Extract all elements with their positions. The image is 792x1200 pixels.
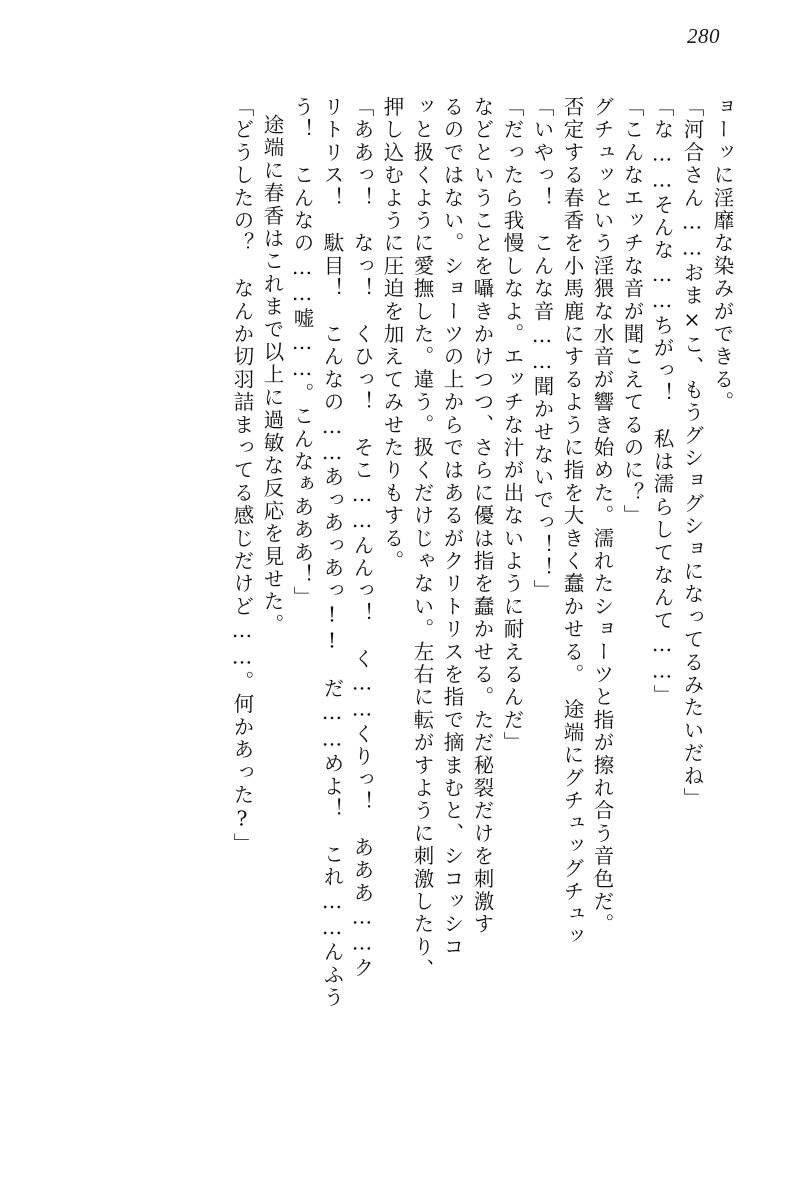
text-column: リトリス！ 駄目！ こんなの……あっあっあっ!! だ……めよ！ これ……んふう — [320, 96, 344, 1010]
text-column: 「だったら我慢しなよ。エッチな汁が出ないように耐えるんだ」 — [500, 96, 524, 755]
text-column: う！ こんなの……嘘……。こんなぁあああ！」 — [290, 96, 314, 610]
text-column: 途端に春香はこれまで以上に過敏な反応を見せた。 — [260, 114, 284, 637]
text-column: 「いやっ！ こんな音……聞かせないでっ！！」 — [530, 96, 554, 603]
text-column: グチュッという淫猥な水音が響き始めた。濡れたショーツと指が擦れ合う音色だ。 — [590, 96, 614, 936]
text-column: 「ああっ！ なっ！ くひっ！ そこ……んんっ！ く……くりっ！ あああ……ク — [350, 96, 374, 980]
text-column: るのではない。ショーツの上からではあるがクリトリスを指で摘まむと、シコッシコ — [440, 96, 464, 959]
text-column: 「な……そんな……ちがっ！ 私は濡らしてなんて……」 — [650, 96, 674, 708]
text-column: などということを囁きかけつつ、さらに優は指を蠢かせる。ただ秘裂だけを刺激す — [470, 96, 494, 936]
text-column: 押し込むように圧迫を加えてみせたりもする。 — [380, 96, 404, 573]
vertical-text-block — [36, 96, 732, 1136]
text-column: ッと扱くように愛撫した。違う。扱くだけじゃない。左右に転がすように刺激したり、 — [410, 96, 434, 982]
text-column: 否定する春香を小馬鹿にするように指を大きく蠢かせる。 途端にグチュッグチュッ — [560, 96, 584, 949]
text-column: ョーッに淫靡な染みができる。 — [710, 96, 734, 414]
page-number: 280 — [687, 24, 720, 48]
text-column: 「こんなエッチな音が聞こえてるのに？」 — [620, 96, 644, 528]
text-column: 「河合さん……おま×こ、もうグショグショになってるみたいだね」 — [680, 96, 704, 811]
text-column: 「どうしたの？ なんか切羽詰まってる感じだけど……。何かあった?」 — [230, 96, 254, 856]
